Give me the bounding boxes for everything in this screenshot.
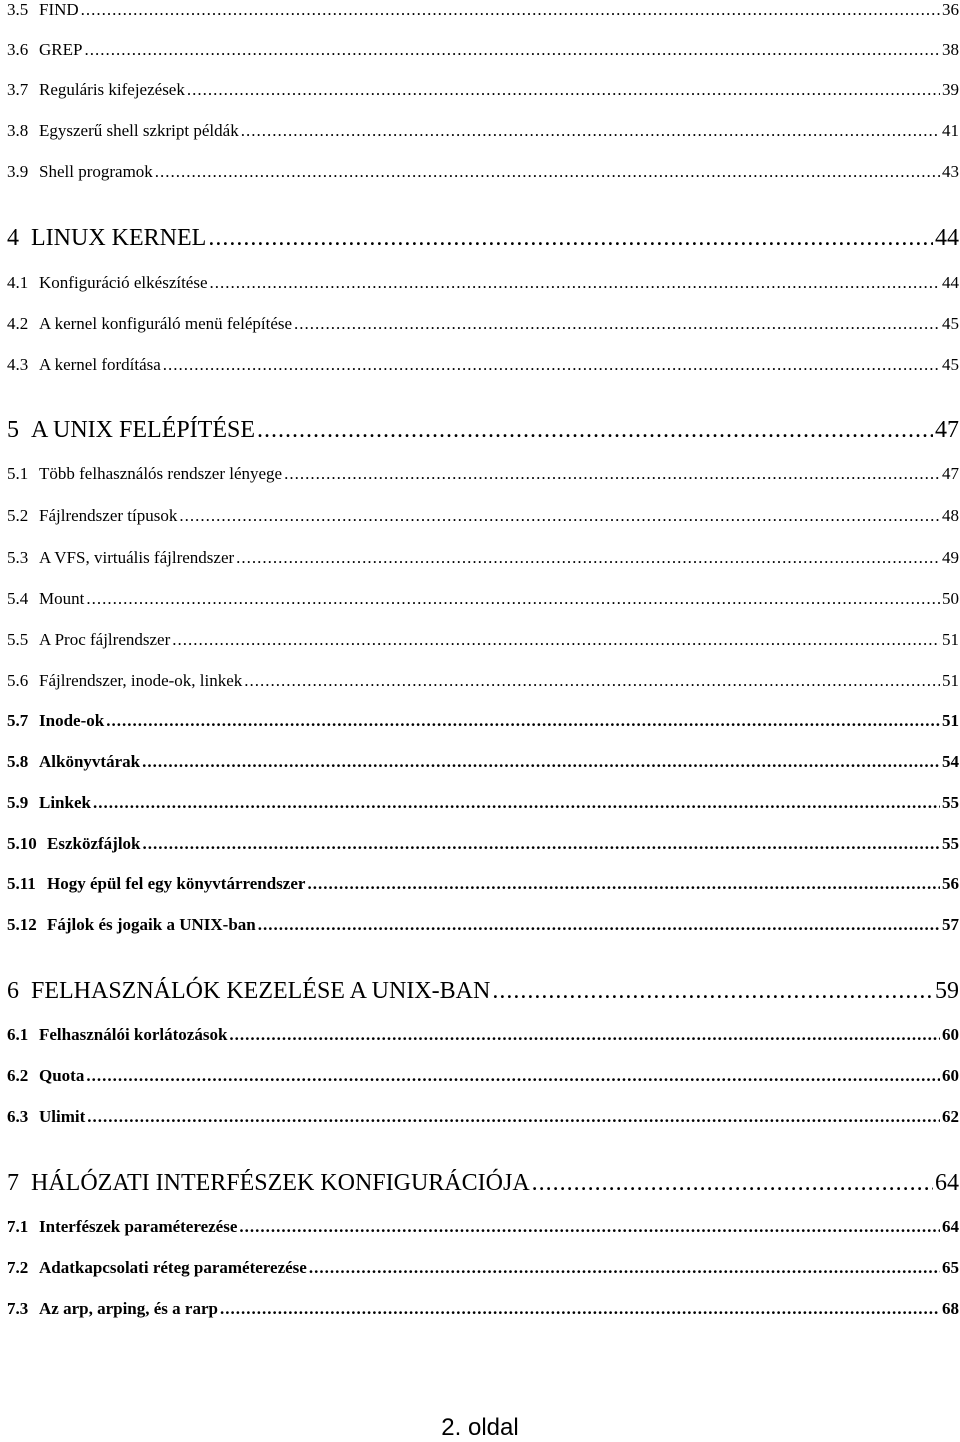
toc-leader: [86, 1066, 940, 1086]
toc-entry[interactable]: [7, 0, 959, 20]
toc-title: A VFS, virtuális fájlrendszer: [39, 548, 235, 567]
toc-page: 47: [942, 464, 959, 483]
toc-page: 64: [935, 1170, 959, 1196]
toc-title: FIND: [39, 0, 79, 19]
toc-title: Hogy épül fel egy könyvtárrendszer: [47, 874, 306, 893]
toc-number: 5.8: [7, 752, 29, 771]
toc-page: 56: [942, 874, 959, 893]
toc-chapter-entry[interactable]: [7, 978, 959, 1005]
toc-number: 5.11: [7, 874, 36, 893]
toc-page: 55: [942, 793, 959, 812]
toc-leader: [229, 1025, 940, 1045]
toc-title: LINUX KERNEL: [31, 225, 207, 251]
toc-page: 60: [942, 1025, 959, 1044]
toc-number: 6.1: [7, 1025, 29, 1044]
toc-page: 54: [942, 752, 959, 771]
toc-number: 5.6: [7, 671, 29, 690]
toc-title: Shell programok: [39, 162, 153, 181]
toc-page: 47: [935, 417, 959, 443]
toc-title: Interfészek paraméterezése: [39, 1217, 238, 1236]
toc-number: 3.6: [7, 40, 29, 59]
toc-number: 7.2: [7, 1258, 29, 1277]
toc-entry[interactable]: [7, 589, 959, 609]
toc-leader: [84, 40, 940, 60]
toc-page: 51: [942, 671, 959, 690]
toc-chapter-entry[interactable]: [7, 417, 959, 444]
toc-number: 4: [7, 225, 19, 251]
toc-page: 60: [942, 1066, 959, 1085]
toc-title: Ulimit: [39, 1107, 86, 1126]
toc-title: A Proc fájlrendszer: [39, 630, 171, 649]
toc-leader: [239, 1217, 940, 1237]
toc-leader: [220, 1299, 940, 1319]
toc-title: Egyszerű shell szkript példák: [39, 121, 239, 140]
toc-title: Eszközfájlok: [47, 834, 141, 853]
toc-entry[interactable]: [7, 630, 959, 650]
toc-chapter-entry[interactable]: [7, 1170, 959, 1197]
toc-entry[interactable]: [7, 1299, 959, 1319]
toc-title: GREP: [39, 40, 83, 59]
toc-page: 68: [942, 1299, 959, 1318]
toc-title: Felhasználói korlátozások: [39, 1025, 228, 1044]
toc-entry[interactable]: [7, 874, 959, 894]
toc-number: 5: [7, 417, 19, 443]
toc-leader: [143, 834, 941, 854]
toc-chapter-entry[interactable]: [7, 225, 959, 252]
toc-number: 3.8: [7, 121, 29, 140]
toc-title: Fájlok és jogaik a UNIX-ban: [47, 915, 256, 934]
toc-number: 4.2: [7, 314, 29, 333]
toc-number: 5.2: [7, 506, 29, 525]
toc-leader: [87, 1107, 940, 1127]
toc-page: 57: [942, 915, 959, 934]
toc-page: 64: [942, 1217, 959, 1236]
toc-page: 38: [942, 40, 959, 59]
toc-leader: [258, 915, 940, 935]
toc-number: 6: [7, 978, 19, 1004]
toc-title: Quota: [39, 1066, 85, 1085]
toc-title: Az arp, arping, és a rarp: [39, 1299, 218, 1318]
toc-page: 41: [942, 121, 959, 140]
toc-number: 6.2: [7, 1066, 29, 1085]
toc-number: 5.3: [7, 548, 29, 567]
toc-page: 36: [942, 0, 959, 19]
toc-number: 7.1: [7, 1217, 29, 1236]
toc-entry[interactable]: [7, 548, 959, 568]
toc-number: 3.5: [7, 0, 29, 19]
toc-title: Konfiguráció elkészítése: [39, 273, 208, 292]
toc-leader: [187, 80, 940, 100]
toc-title: Linkek: [39, 793, 91, 812]
toc-page: 51: [942, 711, 959, 730]
toc-leader: [307, 874, 940, 894]
page-footer: [0, 1414, 960, 1442]
toc-leader: [309, 1258, 940, 1278]
toc-title: HÁLÓZATI INTERFÉSZEK KONFIGURÁCIÓJA: [31, 1170, 530, 1196]
toc-title: A kernel konfiguráló menü felépítése: [39, 314, 293, 333]
toc-title: A kernel fordítása: [39, 355, 161, 374]
toc-leader: [106, 711, 940, 731]
toc-leader: [244, 671, 940, 691]
toc-title: Adatkapcsolati réteg paraméterezése: [39, 1258, 307, 1277]
toc-number: 3.7: [7, 80, 29, 99]
toc-page: 45: [942, 355, 959, 374]
toc-leader: [210, 273, 940, 293]
toc-title: FELHASZNÁLÓK KEZELÉSE A UNIX-BAN: [31, 978, 491, 1004]
toc-number: 7: [7, 1170, 19, 1196]
toc-entry[interactable]: [7, 506, 959, 526]
toc-entry[interactable]: [7, 834, 959, 854]
toc-leader: [142, 752, 940, 772]
toc-leader: [93, 793, 940, 813]
toc-page: 55: [942, 834, 959, 853]
toc-page: 59: [935, 978, 959, 1004]
toc-title: A UNIX FELÉPÍTÉSE: [31, 417, 255, 443]
toc-entry[interactable]: [7, 1066, 959, 1086]
toc-page: 65: [942, 1258, 959, 1277]
toc-page: 43: [942, 162, 959, 181]
toc-title: Reguláris kifejezések: [39, 80, 185, 99]
toc-page: 44: [935, 225, 959, 251]
toc-entry[interactable]: [7, 40, 959, 60]
toc-leader: [294, 314, 940, 334]
toc-leader: [86, 589, 940, 609]
toc-entry[interactable]: [7, 1217, 959, 1237]
toc-number: 5.4: [7, 589, 29, 608]
toc-leader: [532, 1170, 933, 1197]
toc-leader: [172, 630, 940, 650]
toc-entry[interactable]: [7, 1025, 959, 1045]
toc-leader: [284, 464, 940, 484]
toc-number: 5.10: [7, 834, 37, 853]
toc-entry[interactable]: [7, 80, 959, 100]
toc-entry[interactable]: [7, 671, 959, 691]
toc-page: 45: [942, 314, 959, 333]
toc-number: 5.5: [7, 630, 29, 649]
toc-title: Több felhasználós rendszer lényege: [39, 464, 283, 483]
toc-leader: [155, 162, 940, 182]
toc-page: 39: [942, 80, 959, 99]
toc-title: Fájlrendszer, inode-ok, linkek: [39, 671, 243, 690]
toc-leader: [208, 225, 933, 252]
toc-page: 44: [942, 273, 959, 292]
toc-entry[interactable]: [7, 752, 959, 772]
toc-entry[interactable]: [7, 1107, 959, 1127]
page-number-label: 2. oldal: [441, 1414, 519, 1441]
toc-page: 48: [942, 506, 959, 525]
toc-entry[interactable]: [7, 121, 959, 141]
toc-leader: [257, 417, 933, 444]
toc-title: Mount: [39, 589, 85, 608]
toc-page: 51: [942, 630, 959, 649]
toc-leader: [236, 548, 940, 568]
toc-entry[interactable]: [7, 464, 959, 484]
toc-number: 4.1: [7, 273, 29, 292]
toc-entry[interactable]: [7, 1258, 959, 1278]
toc-entry[interactable]: [7, 711, 959, 731]
toc-leader: [492, 978, 933, 1005]
toc-leader: [81, 0, 940, 20]
toc-title: Alkönyvtárak: [39, 752, 141, 771]
toc-entry[interactable]: [7, 162, 959, 182]
toc-number: 6.3: [7, 1107, 29, 1126]
toc-entry[interactable]: [7, 314, 959, 334]
toc-leader: [241, 121, 940, 141]
toc-title: Inode-ok: [39, 711, 105, 730]
toc-entry[interactable]: [7, 355, 959, 375]
toc-entry[interactable]: [7, 793, 959, 813]
toc-entry[interactable]: [7, 273, 959, 293]
toc-entry[interactable]: [7, 915, 959, 935]
toc-number: 4.3: [7, 355, 29, 374]
toc-number: 3.9: [7, 162, 29, 181]
toc-leader: [163, 355, 940, 375]
toc-number: 5.7: [7, 711, 29, 730]
toc-number: 7.3: [7, 1299, 29, 1318]
toc-number: 5.9: [7, 793, 29, 812]
toc-number: 5.1: [7, 464, 29, 483]
toc-page: 50: [942, 589, 959, 608]
toc-leader: [179, 506, 940, 526]
toc-title: Fájlrendszer típusok: [39, 506, 178, 525]
toc-page: 62: [942, 1107, 959, 1126]
toc-page: 49: [942, 548, 959, 567]
toc-number: 5.12: [7, 915, 37, 934]
